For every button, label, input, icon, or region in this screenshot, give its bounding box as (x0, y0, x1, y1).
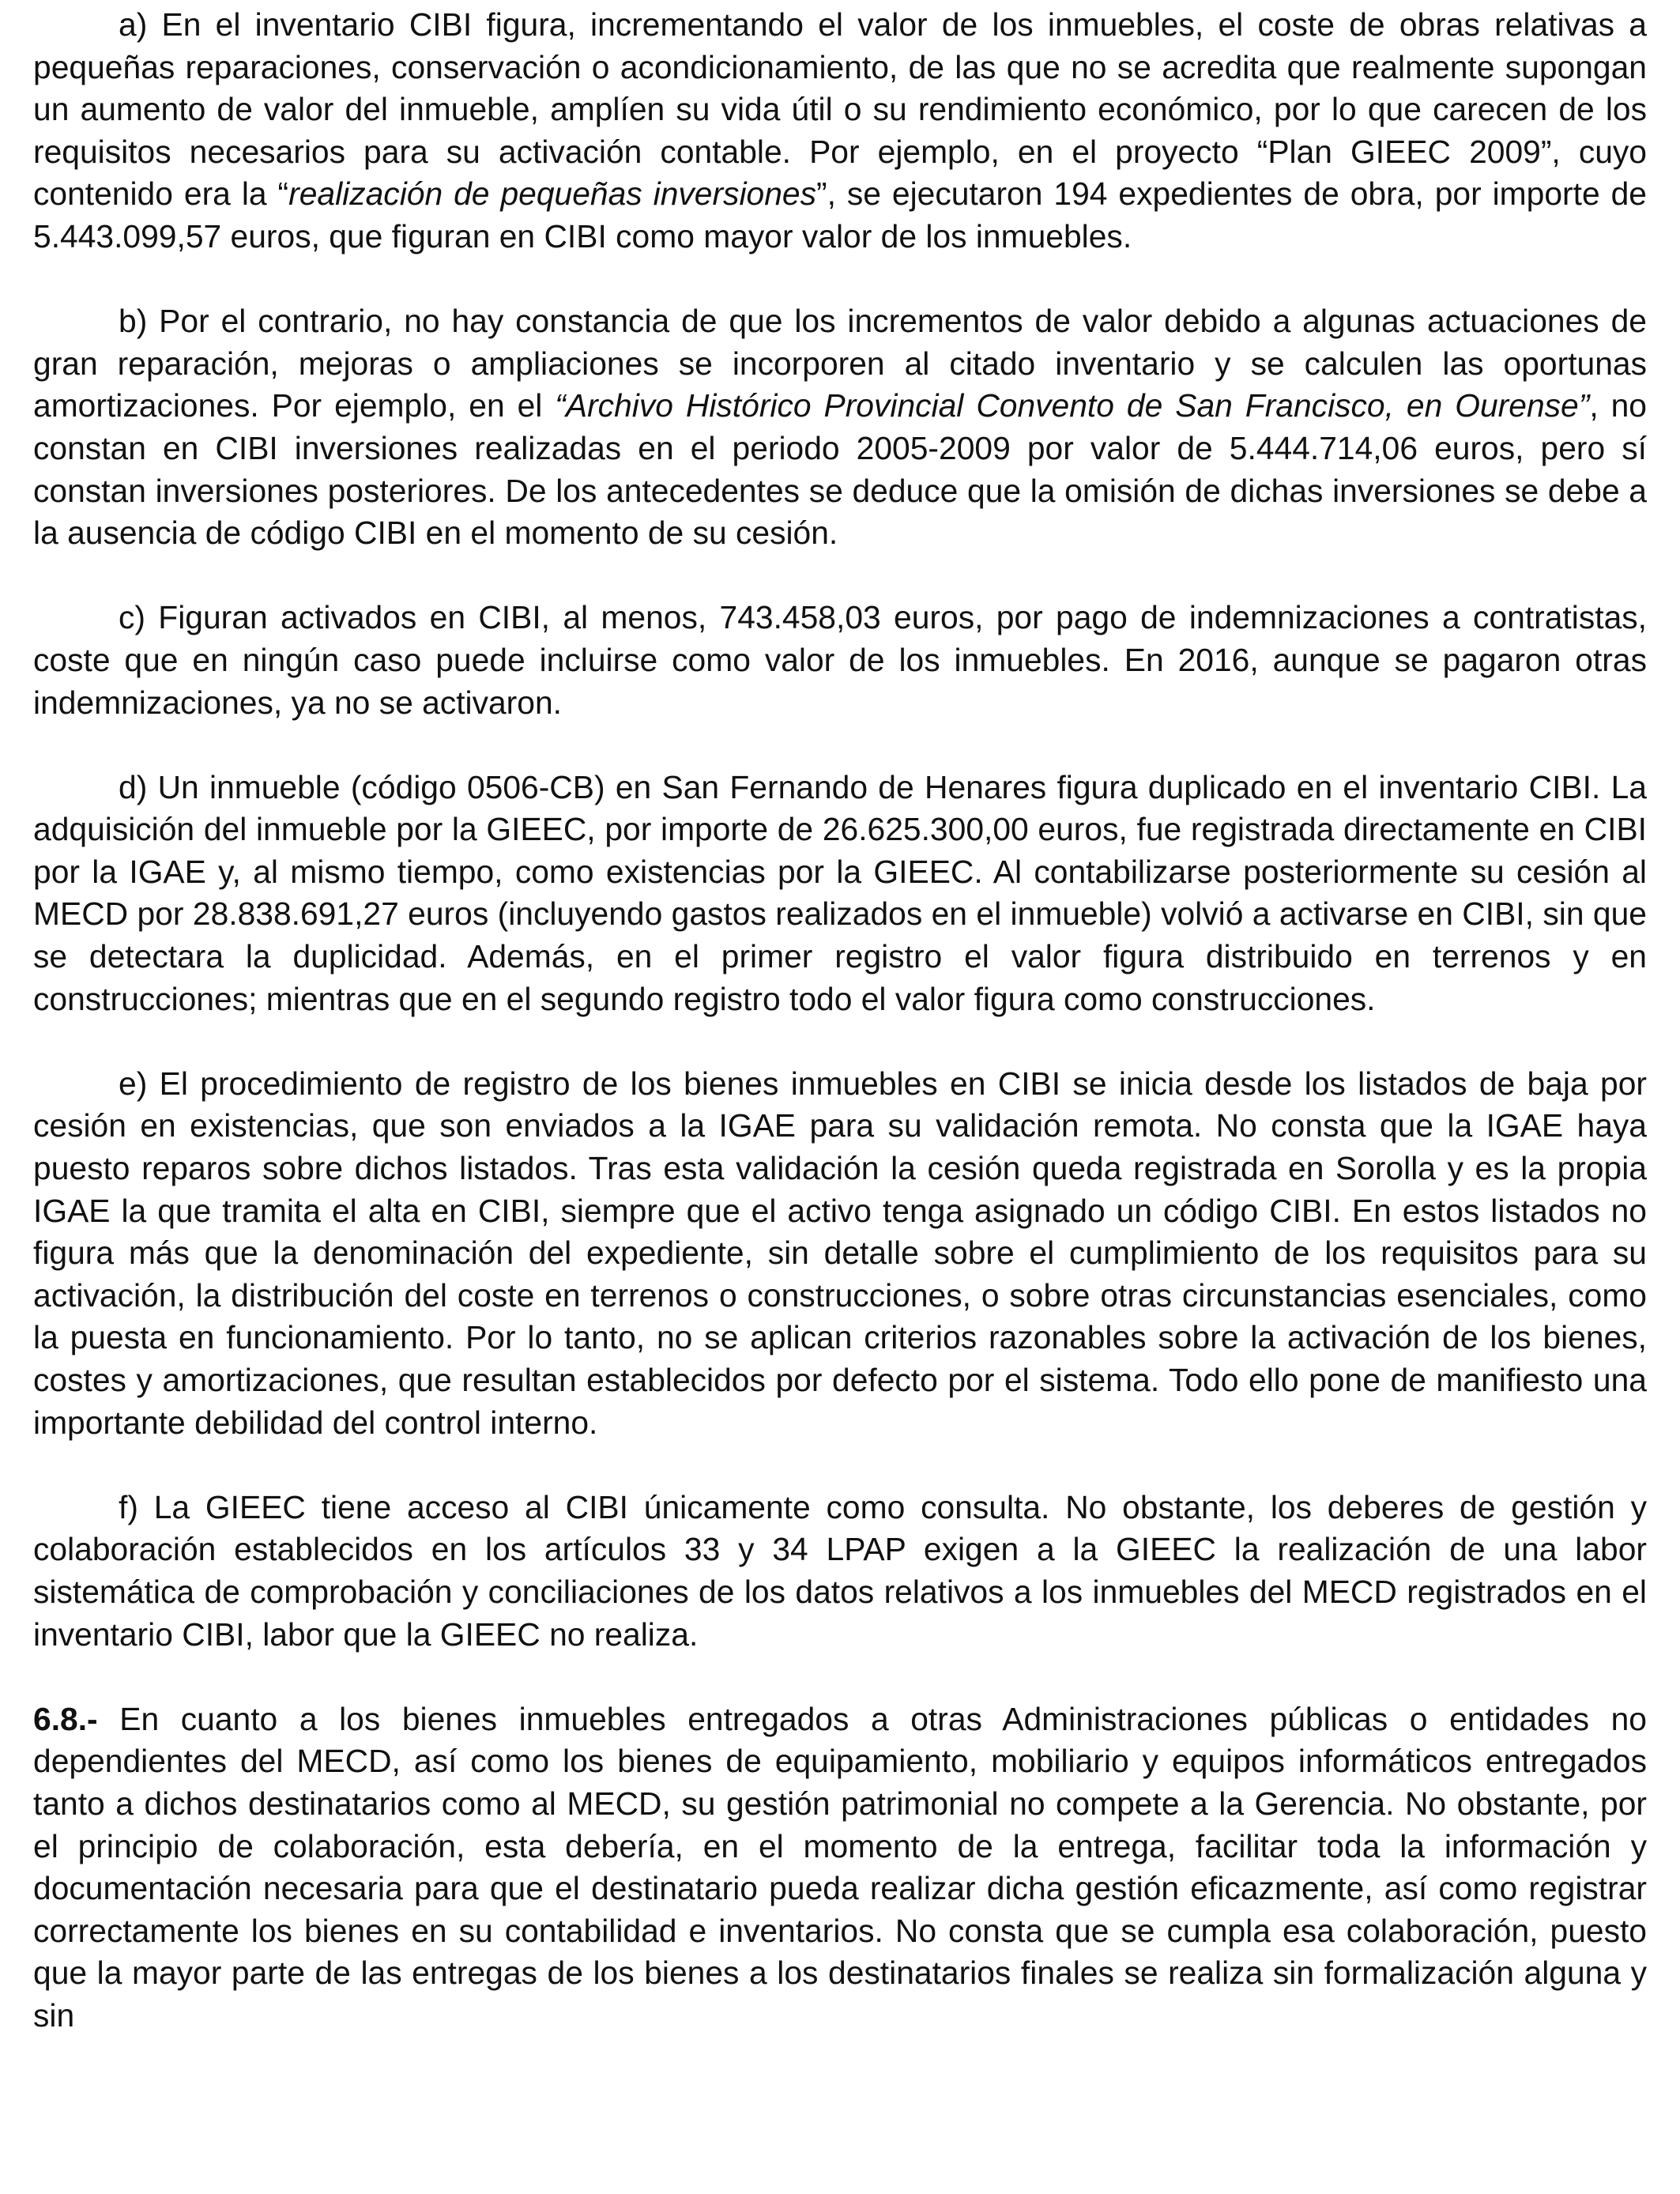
section-6-8 (33, 1698, 1647, 2038)
paragraph-d: d) Un inmueble (código 0506-CB) en San Fernando de Henares figura duplicado en el inventario CIBI. La adquisición del inmueble por la GIEEC, por importe de 26.625.300,00 euros, fue registrada directamente en CIBI por la IGAE y, al mismo tiempo, como existencias por la GIEEC. Al contabilizarse posteriormente su cesión al MECD por 28.838.691,27 euros (incluyendo gastos realizados en el inmueble) volvió a activarse en CIBI, sin que se detectara la duplicidad. Además, en el primer registro el valor figura distribuido en terrenos y en construcciones; mientras que en el segundo registro todo el valor figura como construcciones. (33, 768, 1647, 1017)
section-text: En cuanto a los bienes inmuebles entregados a otras Administraciones públicas o entidades no dependientes del MECD, así como los bienes de equipamiento, mobiliario y equipos informáticos entregados tanto a dichos destinatarios como al MECD, su gestión patrimonial no compete a la Gerencia. No obstante, por el principio de colaboración, esta debería, en el momento de la entrega, facilitar toda la información y documentación necesaria para que el destinatario pueda realizar dicha gestión eficazmente, así como registrar correctamente los bienes en su contabilidad e inventarios. No consta que se cumpla esa colaboración, puesto que la mayor parte de las entregas de los bienes a los destinatarios finales se realiza sin formalización alguna y sin (33, 1700, 1647, 2034)
paragraph-f: f) La GIEEC tiene acceso al CIBI únicamente como consulta. No obstante, los deberes de gestión y colaboración establecidos en los artículos 33 y 34 LPAP exigen a la GIEEC la realización de una labor sistemática de comprobación y conciliaciones de los datos relativos a los inmuebles del MECD registrados en el inventario CIBI, labor que la GIEEC no realiza. (33, 1488, 1647, 1653)
paragraph-a (33, 4, 1647, 258)
paragraph-b-text-1: b) Por el contrario, no hay constancia de que los incrementos de valor debido a algunas actuaciones de gran reparación, mejoras o ampliaciones se incorporen al citado inventario y se calculen las oportunas amortizaciones. Por ejemplo, en el (33, 303, 1647, 424)
paragraph-c: c) Figuran activados en CIBI, al menos, 743.458,03 euros, por pago de indemnizaciones a contratistas, coste que en ningún caso puede incluirse como valor de los inmuebles. En 2016, aunque se pagaron otras indemnizaciones, ya no se activaron. (33, 599, 1647, 721)
paragraph-a-text-1: a) En el inventario CIBI figura, incrementando el valor de los inmuebles, el coste de obras relativas a pequeñas reparaciones, conservación o acondicionamiento, de las que no se acredita que realmente supongan un aumento de valor del inmueble, amplíen su vida útil o su rendimiento económico, por lo que carecen de los requisitos necesarios para su activación contable. Por ejemplo, en el proyecto “Plan GIEEC 2009”, cuyo contenido era la “ (33, 6, 1647, 213)
section-number: 6.8.- (33, 1700, 98, 1737)
paragraph-e: e) El procedimiento de registro de los bienes inmuebles en CIBI se inicia desde los listados de baja por cesión en existencias, que son enviados a la IGAE para su validación remota. No consta que la IGAE haya puesto reparos sobre dichos listados. Tras esta validación la cesión queda registrada en Sorolla y es la propia IGAE la que tramita el alta en CIBI, siempre que el activo tenga asignado un código CIBI. En estos listados no figura más que la denominación del expediente, sin detalle sobre el cumplimiento de los requisitos para su activación, la distribución del coste en terrenos o construcciones, o sobre otras circunstancias esenciales, como la puesta en funcionamiento. Por lo tanto, no se aplican criterios razonables sobre la activación de los bienes, costes y amortizaciones, que resultan establecidos por defecto por el sistema. Todo ello pone de manifiesto una importante debilidad del control interno. (33, 1065, 1647, 1441)
paragraph-b-text-2: , no constan en CIBI inversiones realizadas en el periodo 2005-2009 por valor de 5.444.714,06 euros, pero sí constan inversiones posteriores. De los antecedentes se deduce que la omisión de dichas inversiones se debe a la ausencia de código CIBI en el momento de su cesión. (33, 387, 1647, 552)
paragraph-a-italic-quote: realización de pequeñas inversiones (288, 175, 816, 213)
paragraph-a-text-2: ”, se ejecutaron 194 expedientes de obra, por importe de 5.443.099,57 euros, que figuran en CIBI como mayor valor de los inmuebles. (33, 175, 1647, 254)
document-page (33, 0, 1647, 2079)
paragraph-b-italic-quote: “Archivo Histórico Provincial Convento de San Francisco, en Ourense” (555, 387, 1590, 424)
paragraph-b (33, 300, 1647, 555)
